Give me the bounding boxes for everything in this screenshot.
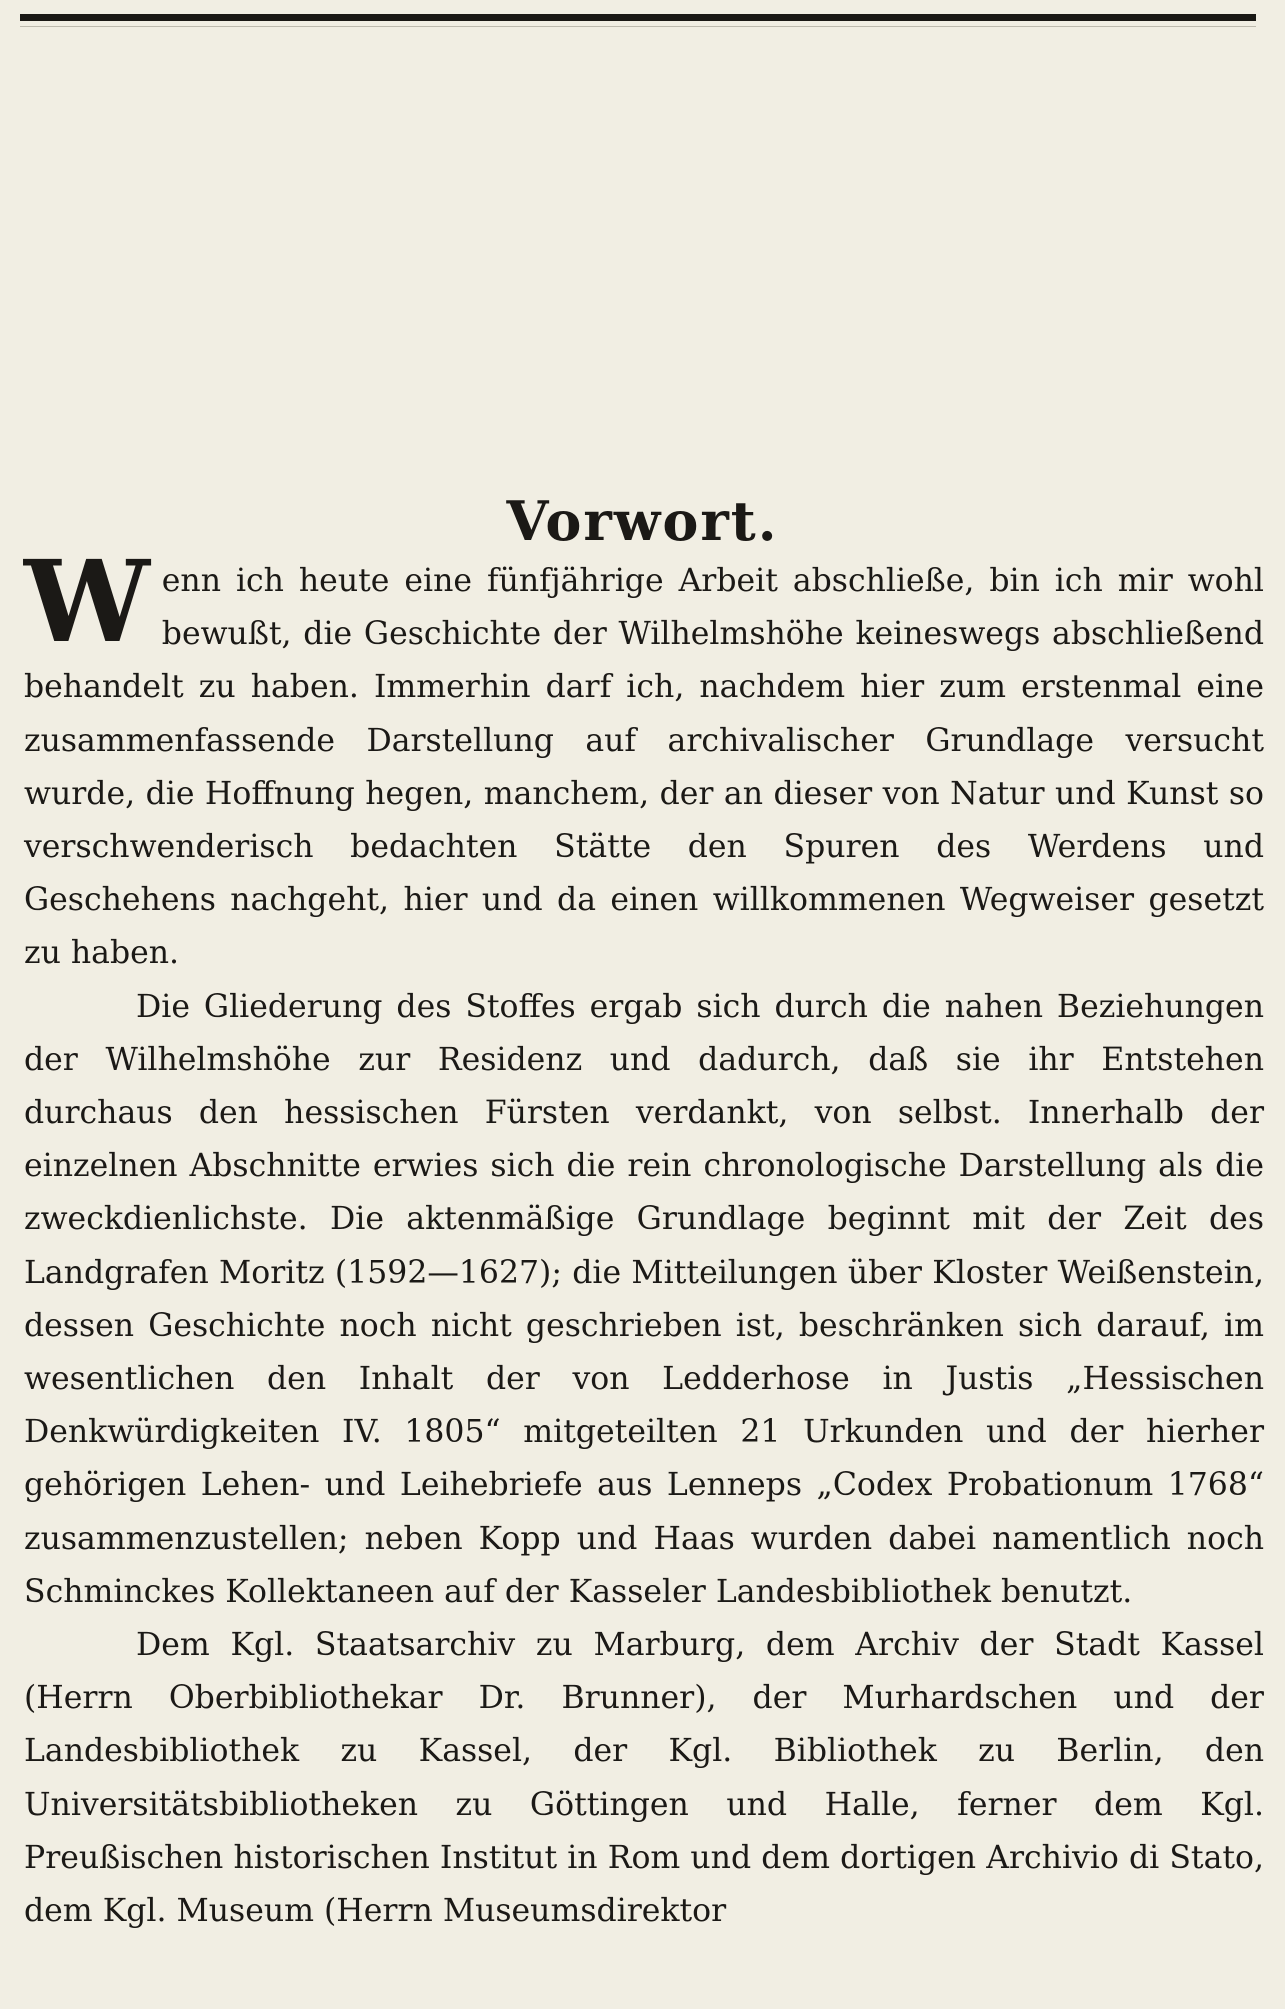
header-rule [20, 14, 1256, 21]
paragraph-1-text: enn ich heute eine fünfjährige Arbeit abschließe, bin ich mir wohl bewußt, die Geschichte der Wilhelmshöhe keineswegs abschließend behandelt zu haben. Immerhin darf ich, nachdem hier zum erstenmal eine zusammenfassende Darstellung auf archivalischer Grundlage versucht wurde, die Hoffnung hegen, manchem, der an dieser von Natur und Kunst so verschwenderisch bedachten Stätte den Spuren des Werdens und Geschehens nachgeht, hier und da einen willkommenen Wegweiser gesetzt zu haben. [24, 563, 1264, 972]
paragraph-1 [24, 537, 1264, 981]
page-title: Vorwort. [506, 489, 779, 554]
drop-cap: W [24, 537, 150, 668]
header-rule-thin [20, 26, 1256, 27]
paragraph-2: Die Gliederung des Stoffes ergab sich durch die nahen Beziehungen der Wilhelmshöhe zur Residenz und dadurch, daß sie ihr Entstehen durchaus den hessischen Fürsten verdankt, von selbst. Innerhalb der einzelnen Abschnitte erwies sich die rein chronologische Darstellung als die zweckdienlichste. Die aktenmäßige Grundlage beginnt mit der Zeit des Landgrafen Moritz (1592—1627); die Mitteilungen über Kloster Weißenstein, dessen Geschichte noch nicht geschrieben ist, beschränken sich darauf, im wesentlichen den Inhalt der von Ledderhose in Justis „Hessischen Denkwürdigkeiten IV. 1805“ mitgeteilten 21 Urkunden und der hierher gehörigen Lehen- und Leihebriefe aus Lenneps „Codex Probationum 1768“ zusammenzustellen; neben Kopp und Haas wurden dabei namentlich noch Schminckes Kollektaneen auf der Kasseler Landesbibliothek benutzt. [24, 988, 1264, 1610]
preface-body [24, 537, 1264, 1938]
paragraph-3: Dem Kgl. Staatsarchiv zu Marburg, dem Archiv der Stadt Kassel (Herrn Oberbibliothekar Dr. Brunner), der Murhardschen und der Landesbibliothek zu Kassel, der Kgl. Bibliothek zu Berlin, den Universitätsbibliotheken zu Göttingen und Halle, ferner dem Kgl. Preußischen historischen Institut in Rom und dem dortigen Archivio di Stato, dem Kgl. Museum (Herrn Museumsdirektor [24, 1627, 1264, 1930]
